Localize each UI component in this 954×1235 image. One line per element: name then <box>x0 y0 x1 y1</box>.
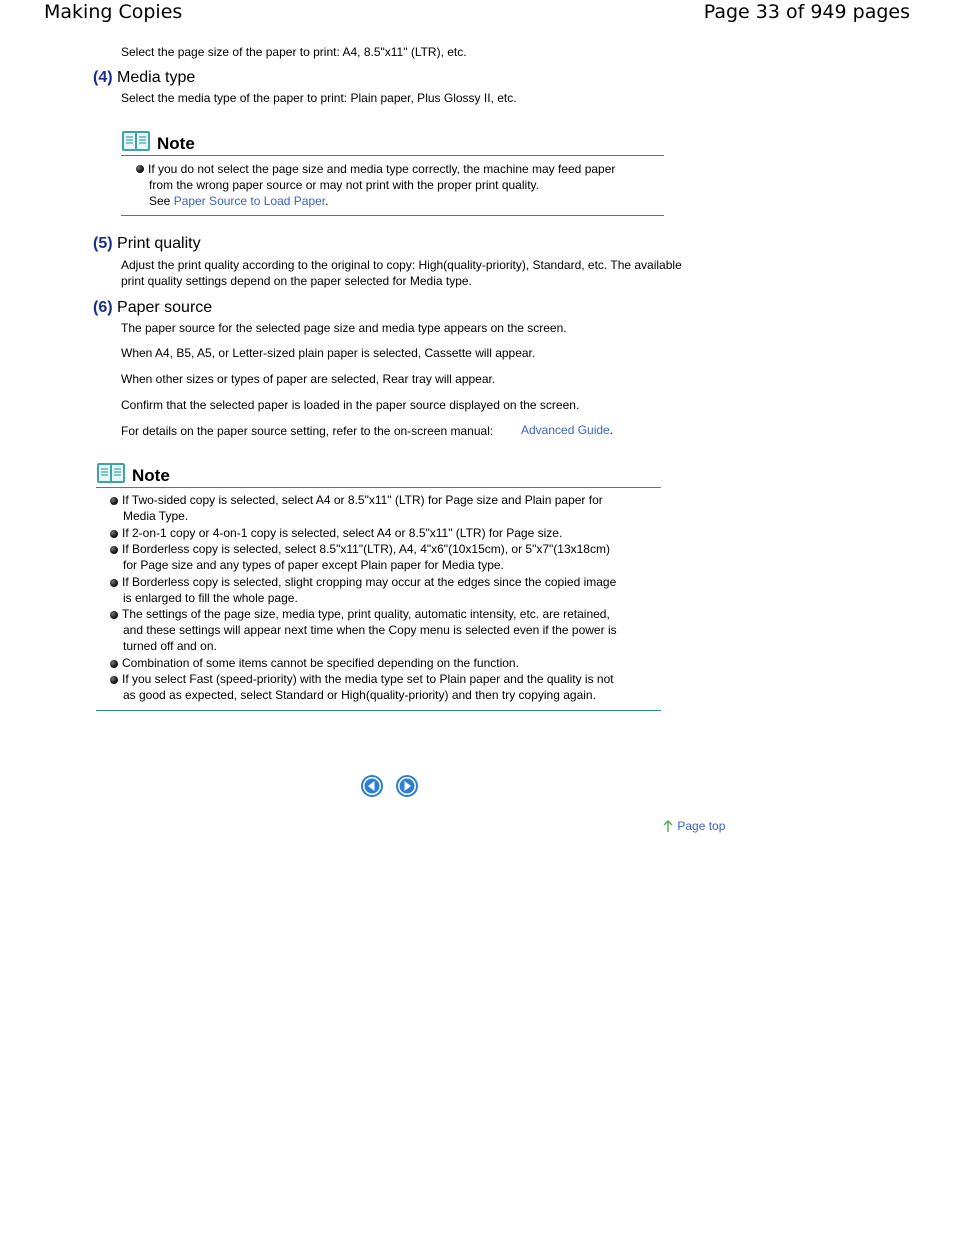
next-page-button[interactable] <box>395 774 419 798</box>
note-divider <box>96 710 661 711</box>
intro-text: Select the page size of the paper to print: A4, 8.5"x11" (LTR), etc. <box>121 45 467 59</box>
paper-source-link[interactable]: Paper Source to Load Paper <box>173 194 326 208</box>
bullet-icon <box>110 546 118 554</box>
section-body: The paper source for the selected page size and media type appears on the screen. <box>121 321 567 335</box>
bullet-icon <box>110 579 118 587</box>
bullet-icon <box>110 611 118 619</box>
bullet-icon <box>136 165 144 173</box>
note-item-line: If Borderless copy is selected, slight cropping may occur at the edges since the copied image <box>122 574 617 589</box>
note-item-line: is enlarged to fill the whole page. <box>123 590 298 605</box>
note-item-line: as good as expected, select Standard or High(quality-priority) and then try copying again. <box>123 688 596 702</box>
note-item-line: If you select Fast (speed-priority) with the media type set to Plain paper and the quality is not <box>122 672 614 686</box>
note-divider <box>121 215 664 216</box>
note-line: from the wrong paper source or may not print with the proper print quality. <box>149 178 539 192</box>
note-see-line <box>149 193 329 209</box>
note-book-icon <box>121 130 151 152</box>
advanced-guide-link[interactable]: Advanced Guide <box>521 423 610 437</box>
bullet-icon <box>110 530 118 538</box>
previous-page-button[interactable] <box>360 774 384 798</box>
section-body: Select the media type of the paper to print: Plain paper, Plus Glossy II, etc. <box>121 91 517 105</box>
bullet-icon <box>110 676 118 684</box>
see-label: See <box>149 194 171 208</box>
page-title: Making Copies <box>44 1 183 23</box>
section-body: Adjust the print quality according to the original to copy: High(quality-priority), Standard, etc. The available <box>121 258 682 272</box>
section-body: When other sizes or types of paper are selected, Rear tray will appear. <box>121 372 496 386</box>
note-box <box>121 130 664 220</box>
note-item-line: If Two-sided copy is selected, select A4 or 8.5"x11" (LTR) for Page size and Plain paper for <box>122 493 603 507</box>
note-item-line: for Page size and any types of paper except Plain paper for Media type. <box>123 558 504 572</box>
section-media-type <box>93 68 195 88</box>
bullet-icon <box>110 660 118 668</box>
note-item-line: The settings of the page size, media type, print quality, automatic intensity, etc. are retained, <box>122 607 610 621</box>
section-body: For details on the paper source setting, refer to the on-screen manual: <box>121 424 494 438</box>
note-item-line: turned off and on. <box>123 639 217 653</box>
section-paper-source <box>93 298 212 318</box>
note-divider <box>96 487 661 488</box>
note-divider <box>121 155 664 156</box>
period: . <box>325 194 329 208</box>
page-counter: Page 33 of 949 pages <box>703 1 910 23</box>
bullet-icon <box>110 497 118 505</box>
page-top-link[interactable]: Page top <box>677 819 726 833</box>
note-item-line: Combination of some items cannot be specified depending on the function. <box>122 655 519 670</box>
section-body: When A4, B5, A5, or Letter-sized plain paper is selected, Cassette will appear. <box>121 346 536 360</box>
note-item-line: Media Type. <box>123 509 189 523</box>
up-arrow-icon <box>662 819 674 833</box>
section-body: print quality settings depend on the paper selected for Media type. <box>121 274 472 288</box>
page-top-link-wrap[interactable] <box>662 818 725 834</box>
note-book-icon <box>96 462 126 484</box>
section-title: Print quality <box>117 235 201 252</box>
advanced-guide-line <box>521 422 613 438</box>
section-number: (6) <box>93 299 113 316</box>
section-title: Paper source <box>117 299 213 316</box>
note-title: Note <box>157 134 195 153</box>
section-print-quality <box>93 234 201 254</box>
note-item-line: If Borderless copy is selected, select 8.5"x11"(LTR), A4, 4"x6"(10x15cm), or 5"x7"(13x18cm) <box>122 542 610 556</box>
note-line: If you do not select the page size and media type correctly, the machine may feed paper <box>148 162 616 176</box>
section-number: (4) <box>93 69 113 86</box>
note-item-line: If 2-on-1 copy or 4-on-1 copy is selected, select A4 or 8.5"x11" (LTR) for Page size. <box>122 525 563 540</box>
note-box <box>96 462 661 714</box>
note-title: Note <box>132 466 170 485</box>
section-title: Media type <box>117 69 196 86</box>
period: . <box>609 423 614 437</box>
section-body: Confirm that the selected paper is loaded in the paper source displayed on the screen. <box>121 398 580 412</box>
note-item-line: and these settings will appear next time when the Copy menu is selected even if the power is <box>123 623 617 637</box>
section-number: (5) <box>93 235 113 252</box>
